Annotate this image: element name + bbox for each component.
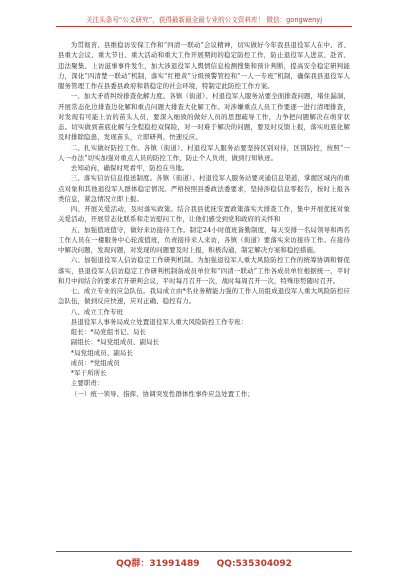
paragraph: 一、加大矛盾纠纷排查化解力度。各镇（街道）、村退役军人服务站要全面排查问题，堵住漏洞，开展常态化边排查边化解和重点问题大排查大化解工作。对涉嫌重点人员工作要逐一进行清理排查，对发现有可能上访的苗头人员，要深入细致的做好人员的思想疏导工作，力争把问题解决在萌芽状态。切实做到苗底化解与全程稳控双保险，对一时难于解决的问题，要及时反馈上报，落实班底化解及时排除隐患，发现苗头，立即研判、快速反应。	[58, 92, 350, 142]
footer-divider	[56, 551, 352, 552]
footer-banner	[0, 556, 408, 569]
paragraph: 七、成立专业的应急队伍。我局成立由*名业务精能力强的工作人员组成退役军人重大风险防控应急队伍，做到反应快速，应对正确、稳控有力。	[58, 287, 350, 306]
paragraph: 为贯彻省、县维稳访安保工作和“四清一联动”会议精神，切实做好今年我县退役军人在中、省、县重大会议、重大节日、重大活动和重大工作开展期间的稳定防控工作，防止退役军人进京、赴省、违法聚集、上访滋事事件发生，加大涉退役军人舆情信息检测搜集和预计判断，提高安全稳定研判能力，深化“四清楚一联动”机制，落实“红橙黄”分级预警管控和“一人一专班”机制，确保我县退役军人服务管理工作在县委县政府和谐稳定的社会环境，特制定此防控工作方案。	[58, 41, 350, 90]
paragraph: 成员：*党组成员	[70, 358, 120, 367]
paragraph: *军干所所长	[70, 369, 107, 377]
paragraph: 三、落实信访信息报送制度。各镇（街道）、村退役军人服务站要灵通信息渠道，掌握区域内的重点对象和其他退役军人群体稳定情况。严格按照县委政法委要求，坚持涉稳信息零报告，按时上报各类信息，紧急情况立即上报。	[58, 174, 350, 203]
header-banner: 关注头条号“公文研究”，获得最新最全最专业的公文资料库！ 微信：gongwenyj	[85, 16, 323, 24]
paragraph: （一）统一领导、指挥、协调突发性群体性事件应急处置工作；	[70, 389, 254, 398]
paragraph: 四、开展关爱活动，及时落实政策。结合我县优抚安置政策落实大排查工作，集中开展优抚对象关爱活动，开展常态化联系和走访慰问工作，让他们感受到党和政府的关怀和	[58, 205, 350, 224]
paragraph: 六、加强退役军人信访稳定工作研判机制。为加强退役军人重大风险防控工作的统筹协调和督促落实，县退役军人信访稳定工作研判机制备成员单位和“四清一联动”工作各成员单位根据统一，平时和月中间结合的要求召开研判会议，平时每月召开一次，战时每周召开一次，特殊形势随时召开。	[58, 256, 350, 285]
paragraph: 五、加强值班值守，做好来访接待工作。制定24小时值班备勤制度，每天安排一名局领导和两名工作人员在一楼服务中心轮流值班，负责接待来人来访，各镇（街道）要落实来访接待工作。在接待中解决问题，发现问题，对发现的问题要及时上报，积极沟通，制定解决方案和稳控措施。	[58, 225, 350, 254]
paragraph: 八、成立工作专班	[70, 307, 124, 316]
paragraph: 去知动向，确保时死看牢，防控在当地。	[70, 164, 189, 172]
paragraph: 县退役军人事务局成立处置退役军人重大风险防控工作专班：	[70, 317, 248, 326]
paragraph: *局党组成员、副局长	[70, 348, 134, 357]
footer-qq-group: QQ群：31991489	[116, 559, 200, 569]
paragraph: 主要职责：	[70, 379, 104, 388]
footer-qq-contact: QQ:535304092	[216, 559, 292, 569]
paragraph: 副组长：*局党组成员、副局长	[70, 338, 160, 347]
paragraph: 二、扎实做好防控工作。各镇（街道）、村退役军人服务站要坚持区别对待，区别防控，按照“一人一办法”切实加强对重点人员的防控工作，防止个人负责，做到行知轨迹。	[58, 143, 350, 162]
paragraph: 组长：*局党组书记、局长	[70, 328, 147, 336]
header-divider	[56, 26, 352, 27]
document-body	[58, 40, 350, 399]
